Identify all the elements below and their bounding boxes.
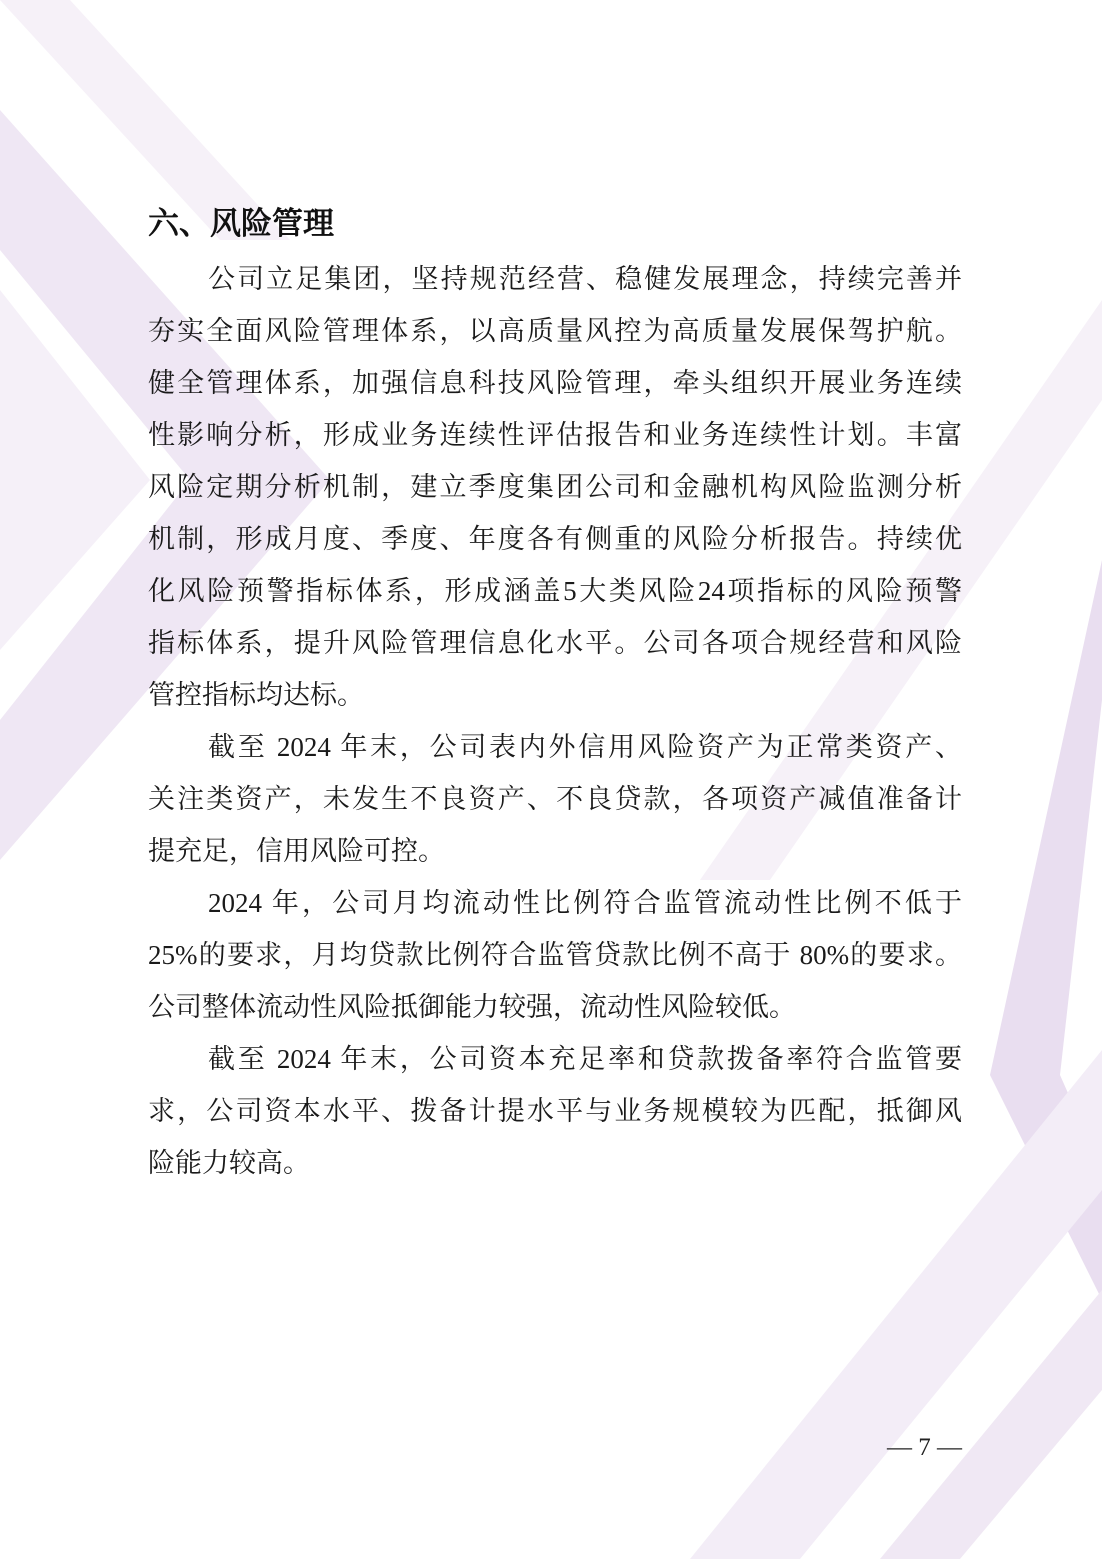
text-line: 截至 2024 年末，公司资本充足率和贷款拨备率符合监管要 (208, 1044, 962, 1074)
page-number: — 7 — (887, 1434, 962, 1461)
paragraph (148, 253, 962, 721)
text-line: 管控指标均达标。 (148, 680, 364, 710)
text-line: 25%的要求，月均贷款比例符合监管贷款比例不高于 80%的要求。 (148, 940, 962, 970)
paragraph (148, 877, 962, 1033)
text-line: 化风险预警指标体系，形成涵盖5大类风险24项指标的风险预警 (148, 576, 962, 606)
text-line: 2024 年，公司月均流动性比例符合监管流动性比例不低于 (208, 888, 962, 918)
text-line: 关注类资产，未发生不良资产、不良贷款，各项资产减值准备计 (148, 784, 962, 814)
body-text (148, 253, 962, 1189)
text-line: 截至 2024 年末，公司表内外信用风险资产为正常类资产、 (208, 732, 962, 762)
paragraph (148, 721, 962, 877)
text-line: 健全管理体系，加强信息科技风险管理，牵头组织开展业务连续 (148, 368, 962, 398)
text-line: 指标体系，提升风险管理信息化水平。公司各项合规经营和风险 (148, 628, 962, 658)
text-line: 机制，形成月度、季度、年度各有侧重的风险分析报告。持续优 (148, 524, 962, 554)
text-line: 公司立足集团，坚持规范经营、稳健发展理念，持续完善并 (208, 264, 962, 294)
text-line: 夯实全面风险管理体系，以高质量风控为高质量发展保驾护航。 (148, 316, 962, 346)
paragraph (148, 1033, 962, 1189)
text-line: 提充足，信用风险可控。 (148, 836, 445, 866)
text-line: 公司整体流动性风险抵御能力较强，流动性风险较低。 (148, 992, 796, 1022)
text-line: 险能力较高。 (148, 1148, 310, 1178)
text-line: 风险定期分析机制，建立季度集团公司和金融机构风险监测分析 (148, 472, 962, 502)
text-line: 性影响分析，形成业务连续性评估报告和业务连续性计划。丰富 (148, 420, 962, 450)
section-heading: 六、风险管理 (148, 206, 334, 242)
text-line: 求，公司资本水平、拨备计提水平与业务规模较为匹配，抵御风 (148, 1096, 962, 1126)
